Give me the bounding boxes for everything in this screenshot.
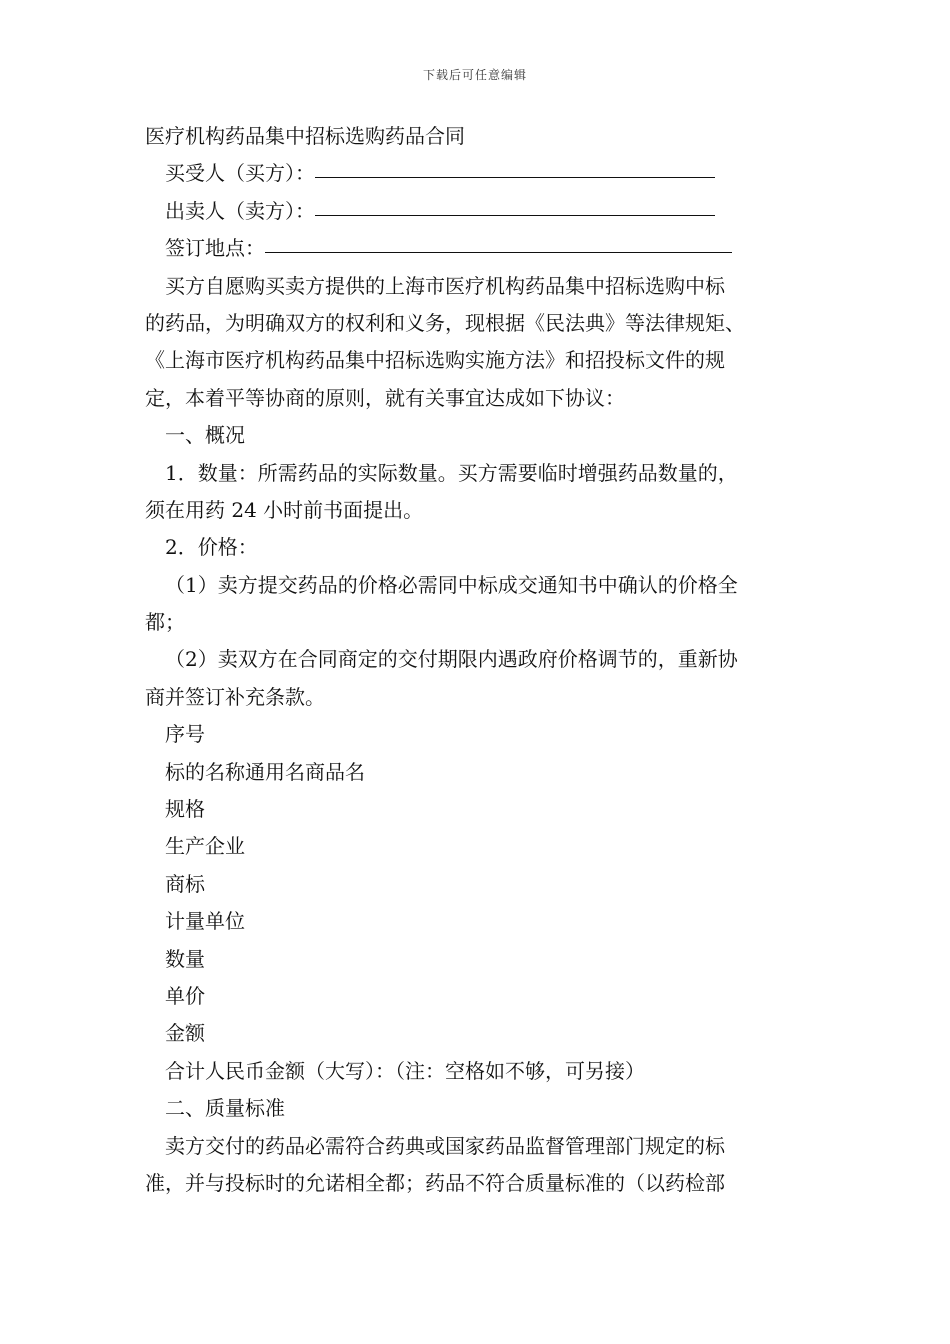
sub1-line: （1）卖方提交药品的价格必需同中标成交通知书中确认的价格全 (165, 572, 738, 597)
sub2-line: 商并签订补充条款。 (145, 684, 325, 709)
intro-line: 《上海市医疗机构药品集中招标选购实施方法》和招投标文件的规 (145, 348, 725, 373)
intro-line: 的药品，为明确双方的权利和义务，现根据《民法典》等法律规矩、 (145, 310, 745, 335)
header-note: 下载后可任意编辑 (422, 68, 527, 82)
item2-heading: 2．价格： (165, 535, 258, 560)
table-header-trademark: 商标 (165, 871, 205, 896)
item1-line: 须在用药 24 小时前书面提出。 (145, 497, 424, 522)
item1-line: 1．数量：所需药品的实际数量。买方需要临时增强药品数量的， (165, 460, 738, 485)
seller-label: 出卖人（卖方）： (165, 198, 315, 223)
table-header-quantity: 数量 (165, 946, 205, 971)
table-header-spec: 规格 (165, 797, 205, 822)
seller-field (145, 193, 810, 230)
document-title: 医疗机构药品集中招标选购药品合同 (145, 124, 465, 148)
buyer-field (145, 155, 810, 192)
intro-line: 定，本着平等协商的原则，就有关事宜达成如下协议： (145, 385, 625, 410)
section2-line: 卖方交付的药品必需符合药典或国家药品监督管理部门规定的标 (165, 1133, 725, 1158)
table-header-amount: 金额 (165, 1021, 205, 1046)
table-header-unit: 计量单位 (165, 909, 245, 934)
table-header-unit-price: 单价 (165, 983, 205, 1008)
section2-line: 准，并与投标时的允诺相全都；药品不符合质量标准的（以药检部 (145, 1170, 725, 1195)
section1-heading: 一、概况 (165, 423, 245, 448)
buyer-label: 买受人（买方）： (165, 161, 315, 186)
sub1-line: 都； (145, 610, 185, 635)
document-body (145, 118, 810, 1202)
sub2-line: （2）卖双方在合同商定的交付期限内遇政府价格调节的，重新协 (165, 647, 738, 672)
table-header-name: 标的名称通用名商品名 (165, 759, 365, 784)
place-label: 签订地点： (165, 236, 265, 261)
buyer-blank-line (315, 176, 715, 178)
intro-line: 买方自愿购买卖方提供的上海市医疗机构药品集中招标选购中标 (165, 273, 725, 298)
section2-heading: 二、质量标准 (165, 1096, 285, 1121)
table-header-manufacturer: 生产企业 (165, 834, 245, 859)
place-field (145, 230, 810, 267)
total-line: 合计人民币金额（大写）：（注：空格如不够，可另接） (165, 1058, 645, 1083)
place-blank-line (265, 251, 732, 253)
table-header-serial: 序号 (165, 722, 205, 747)
seller-blank-line (315, 214, 715, 216)
